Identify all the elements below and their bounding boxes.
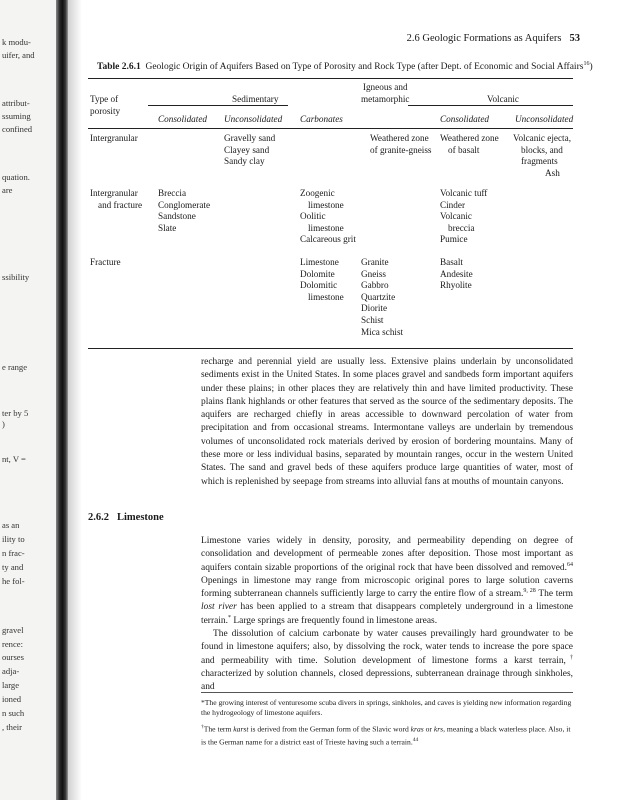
margin-fragment: n frac- [2,548,25,558]
section-number: 2.6.2 [88,512,109,523]
margin-fragment: attribut- [2,98,30,108]
group-sedimentary: Sedimentary [232,94,279,104]
subhead-vol-unconsolidated: Unconsolidated [515,114,574,124]
margin-fragment: ty and [2,562,24,572]
footnotes [201,698,573,751]
row-porosity: Fracture [90,257,121,267]
caption-reference: 16 [583,61,590,67]
table-bottom-rule [88,348,573,349]
reference: 44 [412,736,419,743]
footnote-1: *The growing interest of venturesome scuba divers in springs, sinkholes, and caves is yielding new information regarding the hydrogeology of limestone aquifers. [201,698,572,718]
margin-fragment: quation. [2,172,30,182]
page-number: 53 [569,33,580,44]
margin-fragment: adja- [2,666,20,676]
row-porosity: Intergranular [90,133,138,143]
margin-fragment: ter by 5 [2,408,29,418]
group-volcanic: Volcanic [487,94,519,104]
table-header-rule [88,128,573,129]
cell-vol-consolidated: Basalt Andesite Rhyolite [440,257,473,291]
section-title: Limestone [117,512,164,523]
running-head [407,33,580,44]
caption-close: ) [589,62,593,73]
cell-vol-unconsolidated: Volcanic ejecta, blocks, and fragments Ash [513,133,571,178]
margin-fragment: e range [2,362,28,372]
margin-fragment: nt, V = [2,454,26,464]
term-lost-river: lost river [201,602,237,613]
cell-sed-consolidated: Breccia Conglomerate Sandstone Slate [158,188,211,233]
margin-fragment: , their [2,722,23,732]
footnote-2: †The term karst is derived from the German form of the Slavic word kras or krs, meaning a black waterless place. Also, it is the German name for a district east of Trieste having such a terrain.$^{44}$ [201,723,571,747]
margin-fragment: he fol- [2,576,25,586]
subhead-vol-consolidated: Consolidated [440,114,490,124]
margin-fragment: ioned [2,694,22,704]
footnote-rule [201,692,573,693]
reference: 9, 28 [523,588,536,595]
margin-fragment: k modu- [2,37,31,47]
cell-carbonates: Zoogenic limestone Oolitic limestone Calcareous grit [300,188,356,245]
margin-fragment: ssibility [2,272,30,282]
margin-fragment: as an [2,520,20,530]
reference: 64 [567,561,573,568]
margin-fragment: gravel [2,625,24,635]
cell-vol-consolidated: Volcanic tuff Cinder Volcanic breccia Pumice [440,188,488,245]
margin-fragment: large [2,680,20,690]
subhead-sed-unconsolidated: Unconsolidated [224,114,283,124]
footnote-marker: † [565,654,574,661]
margin-fragment: ility to [2,534,25,544]
margin-fragment: ourses [2,652,24,662]
footnote-marker: * [228,614,231,621]
margin-fragment: n such [2,708,25,718]
cell-vol-consolidated: Weathered zone of basalt [440,133,499,155]
running-head-title: 2.6 Geologic Formations as Aquifers [406,33,562,44]
paragraph-limestone: Limestone varies widely in density, porosity, and permeability depending on degree of consolidation and development of permeable zones after deposition. Those most important as aquifers contain sizable proportions of the original rock that have been dissolved and removed.$^{64}$ Openings in limestone may range from microscopic original pores to large solution caverns forming subterranean channels sufficiently large to carry the entire flow of a stream.$^{9, 28}$ The term lost river has been applied to a stream that disappears completely underground in a limestone terrain.* Large springs are frequently found in limestone areas. [201,536,574,626]
table-top-rule [88,78,573,79]
subhead-sed-consolidated: Consolidated [158,114,208,124]
margin-fragment: ssuming [2,111,31,121]
margin-fragment: confined [2,124,33,134]
cell-igneous: Granite Gneiss Gabbro Quartzite Diorite Schist Mica schist [361,257,404,337]
footnote-marker: † [201,723,204,730]
cell-carbonates: Limestone Dolomite Dolomitic limestone [300,257,344,302]
margin-fragment: are [2,185,13,195]
paragraph-dissolution: The dissolution of calcium carbonate by water causes prevailingly hard groundwater to be found in limestone aquifers; also, by dissolving the rock, water tends to increase the pore space and permeability with time. Solution development of limestone forms a karst terrain,† characterized by solution channels, closed depressions, subterranean drainage through sinkholes, and [201,629,574,693]
table-label: Table 2.6.1 [97,62,141,73]
margin-fragment: uifer, and [2,50,35,60]
margin-fragment: rence: [2,639,23,649]
cell-igneous: Weathered zone of granite-gneiss [370,133,432,155]
paragraph-unconsolidated [201,356,573,489]
paragraph-text: recharge and perennial yield are usually less. Extensive plains underlain by unconsolidated sediments exist in the United States. In some places gravel and sandbeds form important aquifers under these plains; in other places they are relatively thin and have limited productivity. These plains flank highlands or other features that served as the source of the sedimentary deposits. The aquifers are recharged chiefly in areas accessible to downward percolation of water from precipitation and from occasional streams. Intermontane valleys are underlain by tremendous volumes of unconsolidated rock materials derived by erosion of bordering mountains. Many of these more or less individual basins, separated by mountain ranges, occur in the western United States. The sand and gravel beds of these aquifers produce large quantities of water, most of which is replenished by seepage from streams into alluvial fans at mouths of mountain canyons. [201,357,573,487]
stub-header: Type of porosity [90,94,121,116]
cell-sed-unconsolidated: Gravelly sand Clayey sand Sandy clay [224,133,276,167]
section-heading [88,512,172,523]
table-caption [97,61,593,72]
table-caption-text: Geologic Origin of Aquifers Based on Type of Porosity and Rock Type (after Dept. of Economic and Social Affairs [145,62,584,73]
row-porosity: Intergranular and fracture [90,188,143,210]
section-body [201,535,573,695]
subhead-carbonates: Carbonates [300,114,343,124]
margin-fragment: ) [2,419,5,429]
group-igneous-metamorphic: Igneous and metamorphic [361,82,410,104]
spine-shadow [68,0,82,800]
book-spine [56,0,68,800]
